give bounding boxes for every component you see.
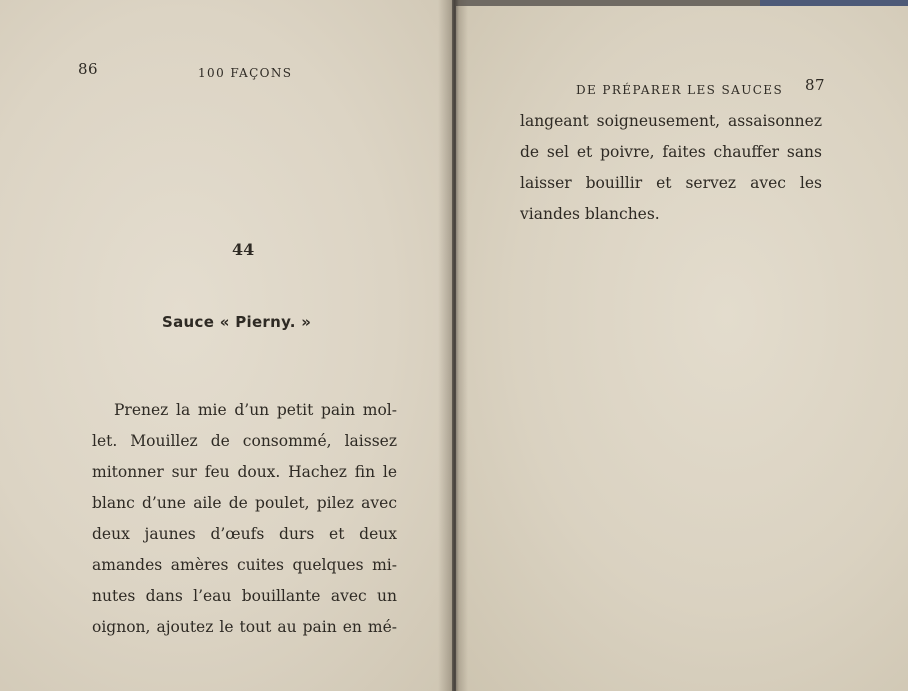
running-head-right: DE PRÉPARER LES SAUCES (576, 83, 784, 97)
text-line: laisser bouillir et servez avec les (520, 174, 822, 192)
text-line: let. Mouillez de consommé, laissez (92, 432, 397, 450)
running-head-left: 100 FAÇONS (198, 66, 293, 80)
text-line: Prenez la mie d’un petit pain mol- (114, 401, 397, 419)
text-line: langeant soigneusement, assaisonnez (520, 112, 822, 130)
recipe-body-right (520, 106, 822, 230)
left-page (0, 0, 452, 691)
recipe-number: 44 (232, 240, 255, 259)
text-line: blanc d’une aile de poulet, pilez avec (92, 494, 397, 512)
text-line: mitonner sur feu doux. Hachez fin le (92, 463, 397, 481)
page-number-right: 87 (805, 76, 826, 94)
text-line: de sel et poivre, faites chauffer sans (520, 143, 822, 161)
text-line: deux jaunes d’œufs durs et deux (92, 525, 397, 543)
text-line: viandes blanches. (520, 205, 660, 223)
recipe-title: Sauce « Pierny. » (162, 313, 312, 331)
page-number-left: 86 (78, 60, 99, 78)
text-line: amandes amères cuites quelques mi- (92, 556, 397, 574)
text-line: nutes dans l’eau bouillante avec un (92, 587, 397, 605)
text-line: oignon, ajoutez le tout au pain en mé- (92, 618, 397, 636)
right-page (456, 6, 908, 691)
recipe-body-left (92, 395, 397, 643)
